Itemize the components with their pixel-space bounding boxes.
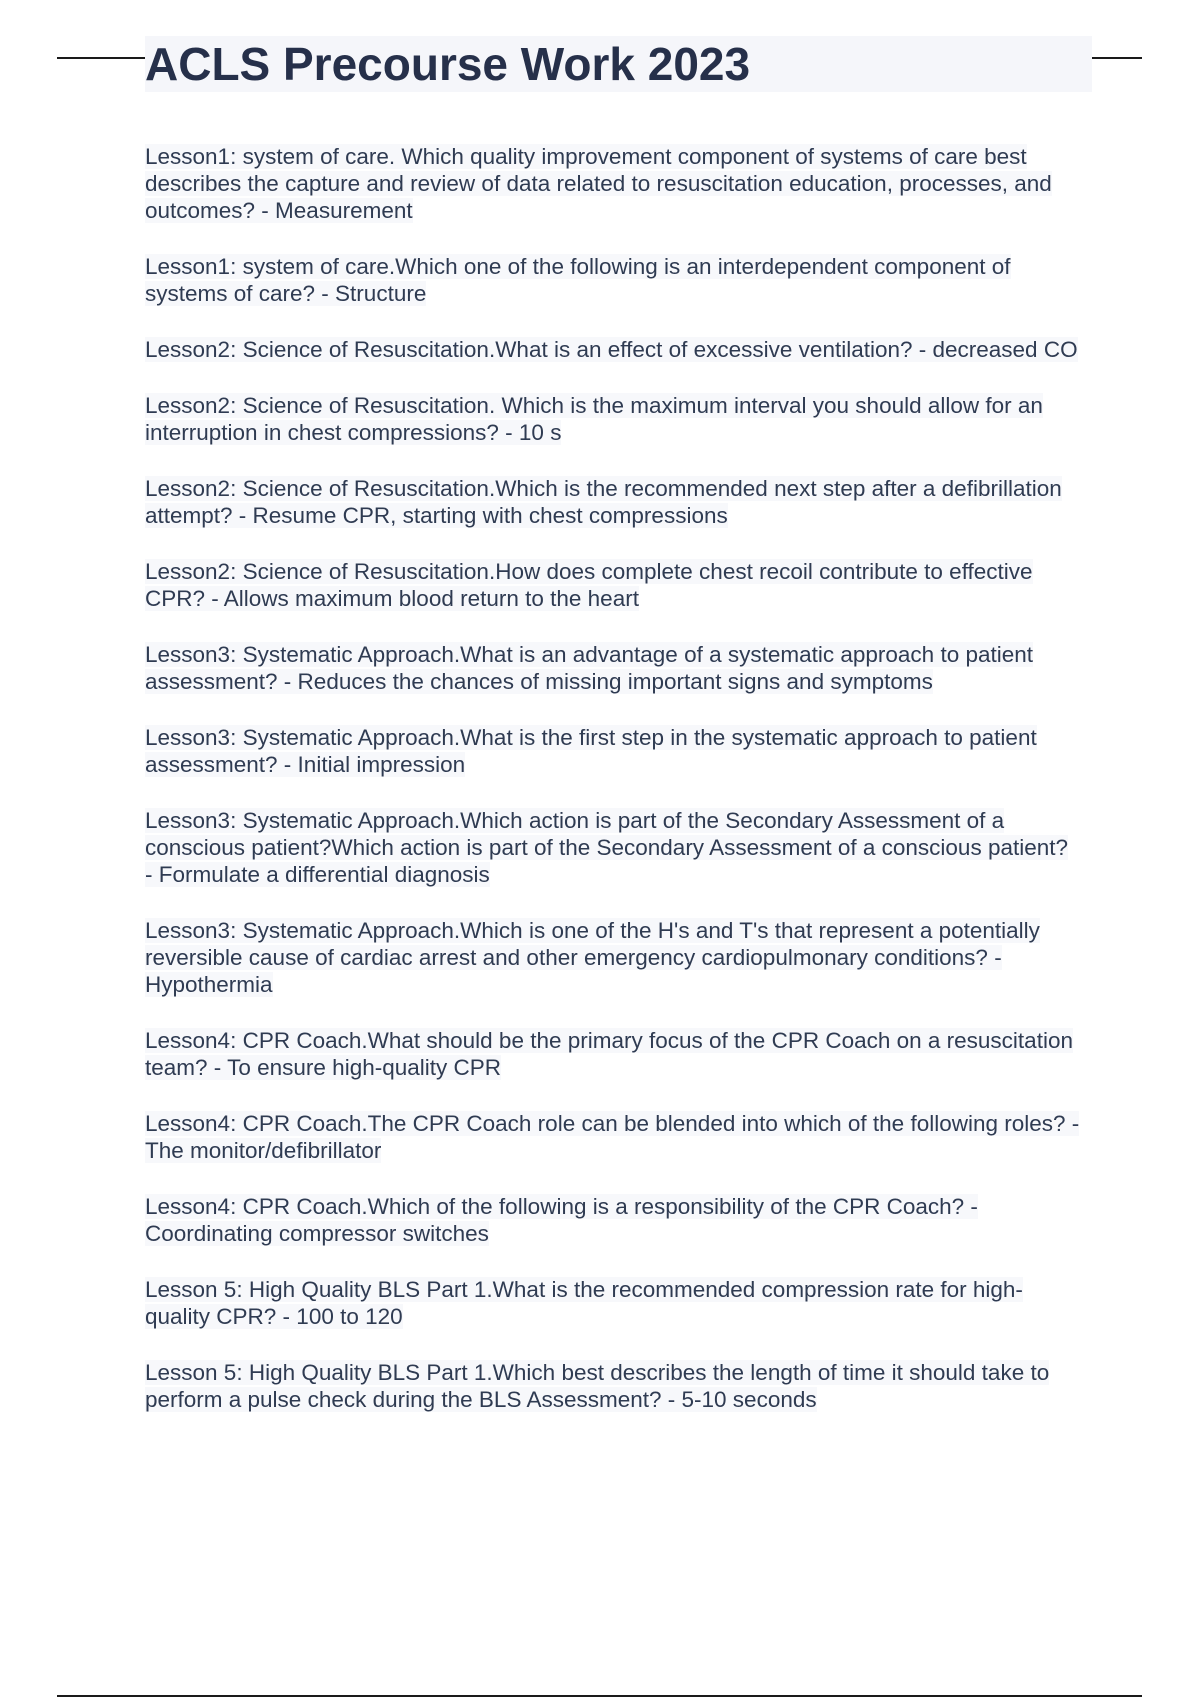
qa-item bbox=[145, 1193, 1080, 1247]
qa-text: Lesson2: Science of Resuscitation. Which is the maximum interval you should allow for an interruption in chest compressions? - 10 s bbox=[145, 393, 1043, 445]
qa-item bbox=[145, 336, 1080, 363]
qa-item bbox=[145, 143, 1080, 224]
qa-text: Lesson1: system of care.Which one of the following is an interdependent component of systems of care? - Structure bbox=[145, 254, 1011, 306]
qa-text: Lesson2: Science of Resuscitation.How does complete chest recoil contribute to effective CPR? - Allows maximum blood return to the heart bbox=[145, 559, 1033, 611]
footer-rule bbox=[57, 1695, 1142, 1697]
qa-item bbox=[145, 807, 1080, 888]
qa-item bbox=[145, 558, 1080, 612]
qa-text: Lesson4: CPR Coach.Which of the following is a responsibility of the CPR Coach? - Coordinating compressor switches bbox=[145, 1194, 978, 1246]
qa-text: Lesson 5: High Quality BLS Part 1.What is the recommended compression rate for high-quality CPR? - 100 to 120 bbox=[145, 1277, 1023, 1329]
qa-item bbox=[145, 1027, 1080, 1081]
qa-item bbox=[145, 1110, 1080, 1164]
qa-item bbox=[145, 1359, 1080, 1413]
title-rule-left bbox=[57, 57, 145, 59]
qa-text: Lesson 5: High Quality BLS Part 1.Which best describes the length of time it should take to perform a pulse check during the BLS Assessment? - 5-10 seconds bbox=[145, 1360, 1050, 1412]
title-rule-right bbox=[1092, 57, 1142, 59]
qa-item bbox=[145, 475, 1080, 529]
qa-text: Lesson4: CPR Coach.What should be the primary focus of the CPR Coach on a resuscitation team? - To ensure high-quality CPR bbox=[145, 1028, 1073, 1080]
qa-text: Lesson3: Systematic Approach.Which action is part of the Secondary Assessment of a conscious patient?Which action is part of the Secondary Assessment of a conscious patient? - Formulate a differential diagnosis bbox=[145, 808, 1069, 887]
qa-text: Lesson3: Systematic Approach.Which is one of the H's and T's that represent a potentially reversible cause of cardiac arrest and other emergency cardiopulmonary conditions? - Hypothermia bbox=[145, 918, 1040, 997]
qa-text: Lesson3: Systematic Approach.What is the first step in the systematic approach to patient assessment? - Initial impression bbox=[145, 725, 1037, 777]
qa-item bbox=[145, 641, 1080, 695]
qa-item bbox=[145, 917, 1080, 998]
qa-text: Lesson2: Science of Resuscitation.Which is the recommended next step after a defibrillation attempt? - Resume CPR, starting with chest compressions bbox=[145, 476, 1062, 528]
page-title: ACLS Precourse Work 2023 bbox=[145, 38, 751, 90]
qa-text: Lesson3: Systematic Approach.What is an advantage of a systematic approach to patient assessment? - Reduces the chances of missing important signs and symptoms bbox=[145, 642, 1034, 694]
qa-item bbox=[145, 1276, 1080, 1330]
qa-text: Lesson2: Science of Resuscitation.What is an effect of excessive ventilation? - decreased CO bbox=[145, 337, 1078, 362]
qa-text: Lesson4: CPR Coach.The CPR Coach role can be blended into which of the following roles? - The monitor/defibrillator bbox=[145, 1111, 1080, 1163]
qa-item bbox=[145, 253, 1080, 307]
qa-text: Lesson1: system of care. Which quality improvement component of systems of care best describes the capture and review of data related to resuscitation education, processes, and outcomes? - Measurement bbox=[145, 144, 1052, 223]
qa-item bbox=[145, 724, 1080, 778]
qa-item bbox=[145, 392, 1080, 446]
question-answer-list bbox=[145, 143, 1080, 1442]
